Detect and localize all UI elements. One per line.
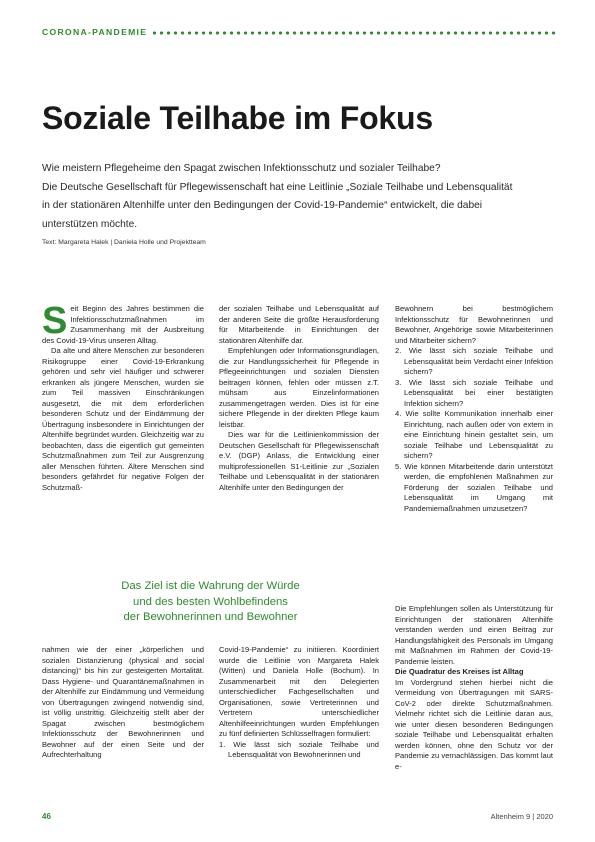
section-label: CORONA-PANDEMIE	[42, 27, 148, 37]
pull-quote-line: Das Ziel ist die Wahrung der Würde	[121, 580, 300, 592]
lead-line-1: Wie meistern Pflegeheime den Spagat zwischen Infektionsschutz und sozialer Teilhabe?	[42, 163, 441, 174]
pull-quote-line: der Bewohnerinnen und Bewohner	[123, 611, 298, 623]
subheading: Die Quadratur des Kreises ist Alltag	[395, 667, 524, 676]
body-column-2-lower	[219, 645, 379, 797]
pull-quote-line: und des besten Wohlbefindens	[133, 595, 288, 608]
body-column-1-lower	[42, 645, 204, 797]
body-paragraph: Da alte und ältere Menschen zur besonderen Risikogruppe einer Covid-19-Erkrankung gehören und sehr viel häufiger und schwerer erkranken als jüngere Menschen, wurden sie zum Teil massiven Einschränkungen ausgesetzt, die mit dem erforderlichen besonderen Schutz und der Eindämmung der Übertragung insbesondere in Einrichtungen der Altenhilfe begründet wurden. Gleichzeitig war zu beobachten, dass die eigentlich gut gemeinten Schutzmaßnahmen zum Teil zur Ausgrenzung aller Menschen führten. Ältere Menschen sind besonders gefährdet für negative Folgen der Schutzmaß-	[42, 346, 204, 492]
body-paragraph: der sozialen Teilhabe und Lebensqualität auf der anderen Seite die größte Herausforderung für Mitarbeitende in Einrichtungen der stationären Altenhilfe dar.	[219, 304, 379, 345]
body-column-3	[395, 304, 553, 588]
body-paragraph: Covid-19-Pandemie“ zu initiieren. Koordiniert wurde die Leitlinie von Margareta Halek (Witten) und Daniela Holle (Bochum). In Zusammenarbeit mit den Delegierten unterschiedlicher Fachgesellschaften und Organisationen, sowie Vertreterinnen und Vertretern unterschiedlicher Altenhilfeeinrichtungen wurden Empfehlungen zu fünf definierten Schlüsselfragen formuliert:	[219, 645, 379, 738]
list-item: 5. Wie können Mitarbeitende darin unterstützt werden, die empfohlenen Maßnahmen zur Förderung der sozialen Teilhabe und Lebensqualität im Umgang mit Pandemiemaßnahmen umzusetzen?	[395, 461, 553, 513]
intro-text: eit Beginn des Jahres bestimmen die Infektionsschutzmaßnahmen im Zusammenhang mit der Ausbreitung des Covid-19-Virus unseren Alltag.	[42, 304, 204, 345]
section-header	[42, 24, 557, 40]
journal-issue: Altenheim 9 | 2020	[490, 812, 553, 821]
body-paragraph	[42, 304, 204, 346]
lead-line-2: Die Deutsche Gesellschaft für Pflegewissenschaft hat eine Leitlinie „Soziale Teilhabe und Lebensqualität in der stationären Altenhilfe unter den Bedingungen der Covid-19-Pandemie“ entwickelt, die dabei unterstützen möchte.	[42, 181, 513, 230]
list-item: 3. Wie lässt sich soziale Teilhabe und Lebensqualität bei einer bestätigten Infektion sichern?	[395, 377, 553, 408]
list-item: 4. Wie sollte Kommunikation innerhalb einer Einrichtung, nach außen oder von extern in eine Einrichtung hinein gestaltet sein, um soziale Teilhabe und Lebensqualität zu sichern?	[395, 409, 553, 460]
pull-quote	[42, 579, 379, 626]
dotted-rule	[151, 31, 557, 35]
list-item: 1. Wie lässt sich soziale Teilhabe und Lebensqualität von Bewohnerinnen und	[219, 739, 379, 759]
body-paragraph: Im Vordergrund stehen hierbei nicht die Vermeidung von Übertragungen mit SARS-CoV-2 oder direkte Schutzmaßnahmen. Vielmehr richtet sich die Leitlinie daran aus, wie unter diesen besonderen Bedingungen soziale Teilhabe und Lebensqualität erhalten werden können, ohne den Schutz vor der Pandemie zu vernachlässigen. Das kommt laut e-	[395, 677, 553, 771]
body-column-2	[219, 304, 379, 594]
body-paragraph: Die Empfehlungen sollen als Unterstützung für Einrichtungen der stationären Altenhilfe verstanden werden und einen Beitrag zur Handlungsfähigkeit des Personals im Umgang mit Maßnahmen im Rahmen der Covid-19-Pandemie leisten.	[395, 604, 553, 666]
key-questions-list	[395, 346, 553, 514]
author-credit: Text: Margareta Halek | Daniela Holle und Projektteam	[42, 239, 206, 246]
body-column-1	[42, 304, 204, 596]
key-questions-list	[219, 740, 379, 761]
body-paragraph: Bewohnern bei bestmöglichem Infektionsschutz für Bewohnerinnen und Bewohner, Angehörige sowie Mitarbeiterinnen und Mitarbeiter sichern?	[395, 304, 553, 345]
article-lead	[42, 160, 522, 234]
body-paragraph: nahmen wie der einer „körperlichen und sozialen Distanzierung (physical and social distancing)“ bis hin zur gesteigerten Mortalität. Dass Hygiene- und Quarantänemaßnahmen in der Altenhilfe zur Eindämmung und Vermeidung von Übertragungen zwingend notwendig sind, ist völlig unstrittig. Gleichzeitig stellt aber der Spagat zwischen bestmöglichem Infektionsschutz der Bewohnerinnen und Bewohner auf der einen Seite und der Aufrechterhaltung	[42, 645, 204, 759]
list-item: 2. Wie lässt sich soziale Teilhabe und Lebensqualität beim Verdacht einer Infektion sichern?	[395, 346, 553, 376]
article-title: Soziale Teilhabe im Fokus	[42, 100, 433, 136]
page-number: 46	[42, 812, 51, 821]
body-paragraph: Dies war für die Leitlinienkommission der Deutschen Gesellschaft für Pflegewissenschaft e.V. (DGP) Anlass, die Entwicklung einer multiprofessionellen S1-Leitlinie zur „Sozialen Teilhabe und Lebensqualität in der stationären Altenhilfe unter den Bedingungen der	[219, 430, 379, 492]
body-column-3-lower	[395, 604, 553, 797]
body-paragraph: Empfehlungen oder Informationsgrundlagen, die zur Handlungssicherheit für Pflegende in Pflegeeinrichtungen und sozialen Diensten beitragen können, fehlen oder müssen z.T. mühsam aus Einzelinformationen zusammengetragen werden. Dies ist für eine sichere Pflegende in der direkten Pflege kaum leistbar.	[219, 346, 379, 429]
drop-cap: S	[42, 304, 68, 342]
